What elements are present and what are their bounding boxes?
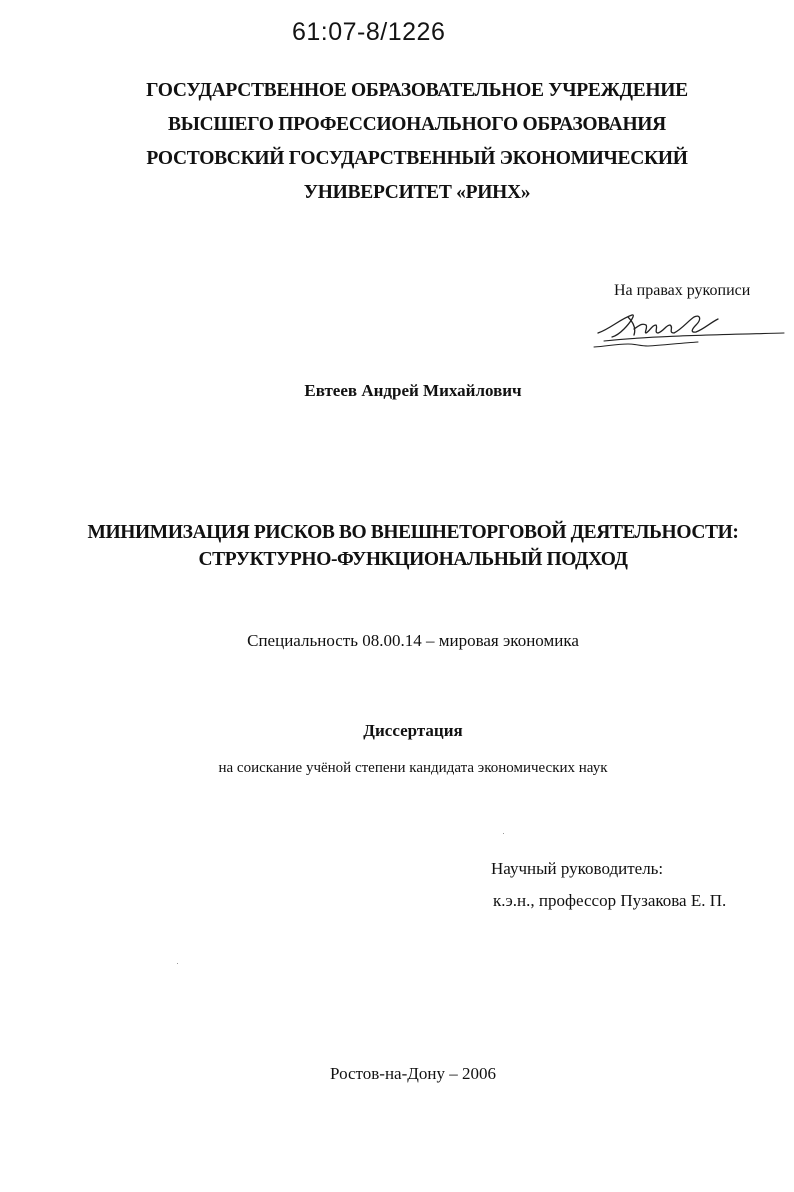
catalog-number: 61:07-8/1226: [292, 18, 446, 46]
institution-line-4: УНИВЕРСИТЕТ «РИНХ»: [303, 182, 531, 203]
supervisor-name: к.э.н., профессор Пузакова Е. П.: [493, 891, 727, 910]
title-line-2: СТРУКТУРНО-ФУНКЦИОНАЛЬНЫЙ ПОДХОД: [198, 549, 628, 570]
scan-speck: [503, 833, 504, 834]
handwritten-signature: [590, 305, 790, 355]
institution-line-2: ВЫСШЕГО ПРОФЕССИОНАЛЬНОГО ОБРАЗОВАНИЯ: [168, 114, 666, 135]
institution-line-1: ГОСУДАРСТВЕННОЕ ОБРАЗОВАТЕЛЬНОЕ УЧРЕЖДЕНИЕ: [146, 80, 688, 101]
institution-line-3: РОСТОВСКИЙ ГОСУДАРСТВЕННЫЙ ЭКОНОМИЧЕСКИЙ: [146, 148, 688, 169]
title-line-1: МИНИМИЗАЦИЯ РИСКОВ ВО ВНЕШНЕТОРГОВОЙ ДЕЯТЕЛЬНОСТИ:: [87, 522, 739, 543]
document-type: Диссертация: [363, 721, 463, 740]
specialty-line: Специальность 08.00.14 – мировая экономика: [247, 631, 579, 650]
manuscript-rights-note: На правах рукописи: [614, 282, 751, 299]
degree-purpose: на соискание учёной степени кандидата экономических наук: [218, 760, 608, 776]
city-and-year: Ростов-на-Дону – 2006: [330, 1064, 496, 1083]
scan-speck: [177, 963, 178, 964]
institution-heading: [52, 74, 782, 210]
supervisor-label: Научный руководитель:: [491, 859, 664, 878]
author-name: Евтеев Андрей Михайлович: [304, 381, 522, 400]
dissertation-title: [0, 519, 794, 573]
